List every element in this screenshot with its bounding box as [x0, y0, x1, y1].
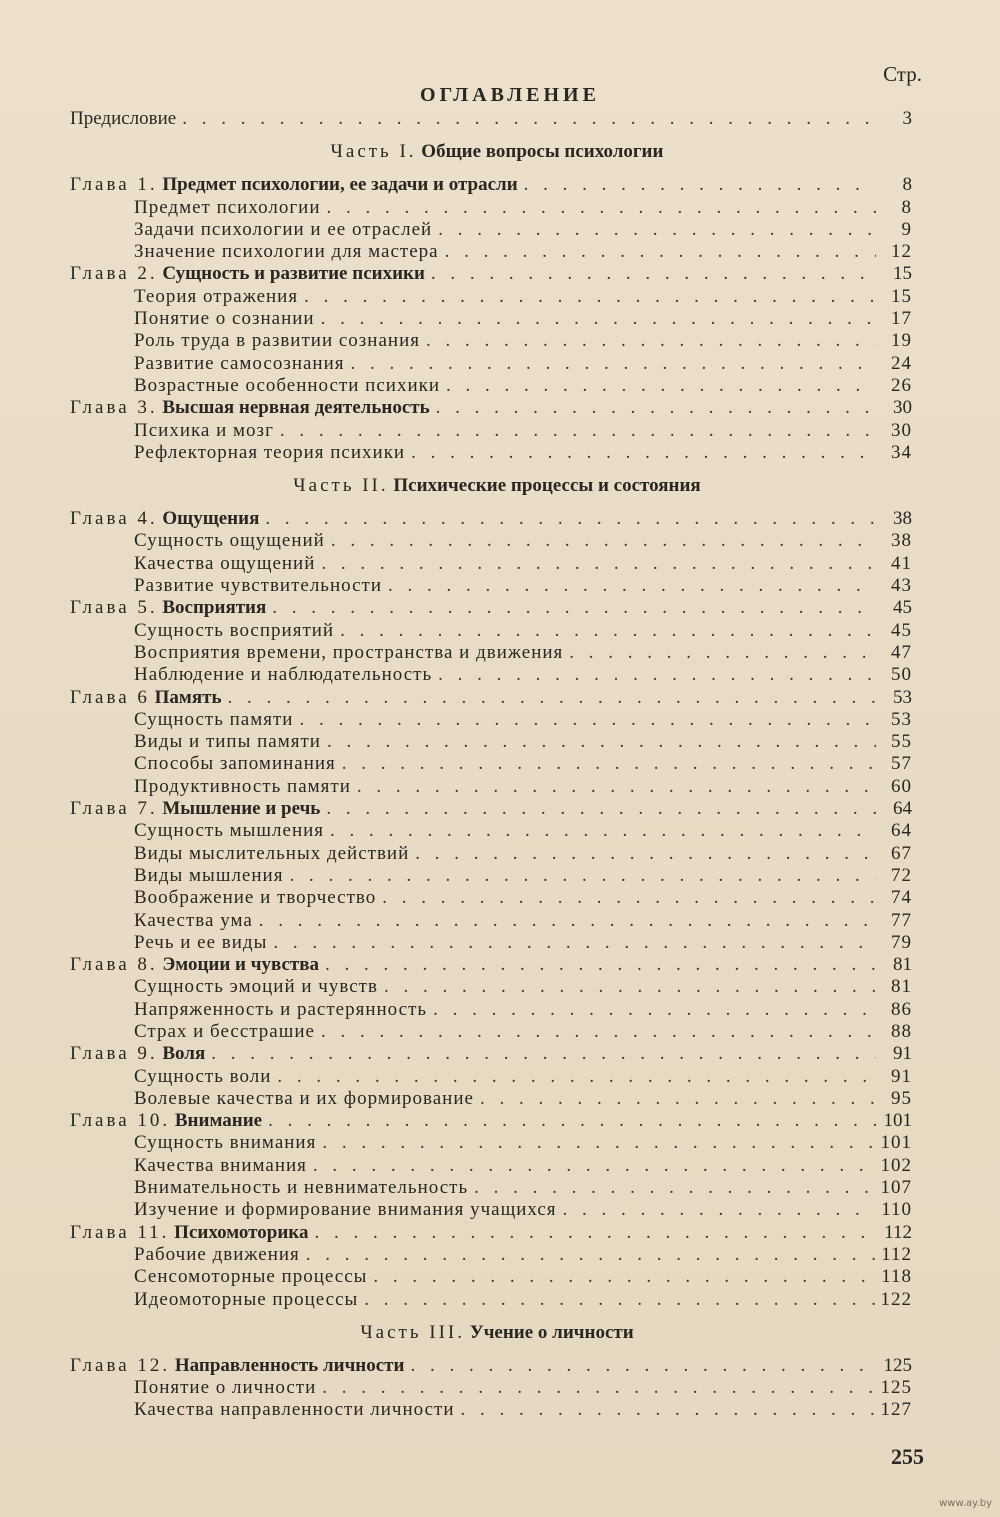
page-reference: 125 [880, 1377, 912, 1399]
page-reference: 112 [884, 1221, 912, 1243]
chapter-prefix: Глава 7. [70, 798, 158, 820]
dot-leader [228, 687, 876, 709]
section-label: Теория отражения [134, 285, 299, 307]
dot-leader [313, 1155, 875, 1177]
page-reference: 81 [891, 976, 912, 998]
chapter-title: Высшая нервная деятельность [162, 397, 430, 419]
chapter-title: Мышление и речь [162, 798, 321, 820]
section-label: Страх и бесстрашие [134, 1020, 315, 1042]
section-label: Качества ощущений [134, 552, 316, 574]
page-reference: 107 [880, 1177, 912, 1199]
toc-section-row [62, 1177, 912, 1199]
toc-section-row [62, 197, 912, 219]
chapter-prefix: Глава 5. [70, 597, 158, 619]
dot-leader [351, 353, 876, 375]
toc-chapter-row [62, 1110, 912, 1132]
chapter-title: Предмет психологии, ее задачи и отрасли [162, 174, 518, 196]
dot-leader [524, 174, 876, 196]
dot-leader [280, 420, 876, 442]
page-reference: 47 [891, 641, 912, 663]
dot-leader [265, 508, 876, 530]
toc-section-row [62, 1244, 912, 1266]
page-reference: 55 [891, 731, 912, 753]
page-reference: 8 [902, 174, 912, 196]
page-reference: 91 [893, 1043, 912, 1065]
part-title: Общие вопросы психологии [421, 141, 664, 163]
page-reference: 64 [891, 820, 912, 842]
page-reference: 74 [891, 887, 912, 909]
page-reference: 57 [891, 753, 912, 775]
chapter-label [70, 798, 320, 820]
toc-chapter-row [62, 1043, 912, 1065]
dot-leader [331, 530, 876, 552]
toc-section-row [62, 353, 912, 375]
table-of-contents [62, 108, 912, 1422]
dot-leader [480, 1088, 876, 1110]
toc-section-row [62, 865, 912, 887]
toc-section-row [62, 910, 912, 932]
toc-chapter-row [62, 1222, 912, 1244]
section-label: Сущность восприятий [134, 619, 335, 641]
part-title: Учение о личности [469, 1321, 634, 1343]
toc-section-row [62, 330, 912, 352]
watermark: www.ay.by [939, 1498, 992, 1509]
section-label: Виды мышления [134, 864, 284, 886]
page-reference: 110 [881, 1199, 912, 1221]
toc-section-row [62, 664, 912, 686]
page-number: 255 [891, 1444, 924, 1469]
dot-leader [304, 286, 876, 308]
dot-leader [259, 910, 876, 932]
toc-section-row [62, 753, 912, 775]
page-reference: 102 [880, 1154, 912, 1176]
toc-section-row [62, 375, 912, 397]
page-reference: 15 [891, 285, 912, 307]
page-reference: 101 [880, 1132, 912, 1154]
page-reference: 15 [893, 263, 912, 285]
section-label: Сущность ощущений [134, 530, 325, 552]
page-reference: 50 [891, 664, 912, 686]
toc-section-row [62, 530, 912, 552]
dot-leader [426, 330, 876, 352]
dot-leader [327, 731, 876, 753]
toc-section-row [62, 420, 912, 442]
section-label: Воображение и творчество [134, 887, 377, 909]
page-reference: 101 [883, 1110, 912, 1132]
section-label: Восприятия времени, пространства и движения [134, 641, 564, 663]
dot-leader [330, 820, 876, 842]
page-reference: 125 [883, 1354, 912, 1376]
chapter-prefix: Глава 11. [70, 1221, 170, 1243]
dot-leader [322, 1132, 874, 1154]
section-label: Виды мыслительных действий [134, 842, 410, 864]
chapter-label [70, 263, 425, 285]
chapter-prefix: Глава 9. [70, 1043, 158, 1065]
dot-leader [411, 442, 876, 464]
chapter-title: Ощущения [162, 508, 260, 530]
section-label: Напряженность и растерянность [134, 998, 428, 1020]
page-reference: 79 [891, 931, 912, 953]
section-label: Сущность внимания [134, 1132, 317, 1154]
section-label: Изучение и формирование внимания учащихся [134, 1199, 557, 1221]
chapter-label [70, 687, 222, 709]
dot-leader [325, 954, 876, 976]
toc-section-row [62, 553, 912, 575]
dot-leader [446, 375, 876, 397]
front-matter-label: Предисловие [70, 108, 177, 129]
toc-chapter-row [62, 798, 912, 820]
section-label: Качества направленности личности [134, 1399, 455, 1421]
dot-leader [182, 108, 876, 130]
dot-leader [384, 976, 876, 998]
chapter-prefix: Глава 12. [70, 1354, 171, 1376]
dot-leader [357, 776, 876, 798]
section-label: Сущность воли [134, 1065, 272, 1087]
page-reference: 38 [891, 530, 912, 552]
page-reference: 95 [891, 1087, 912, 1109]
toc-section-row [62, 820, 912, 842]
page-reference: 77 [891, 909, 912, 931]
dot-leader [436, 397, 876, 419]
section-label: Речь и ее виды [134, 931, 268, 953]
page-reference: 45 [891, 619, 912, 641]
dot-leader [326, 798, 876, 820]
dot-leader [388, 575, 876, 597]
toc-section-row [62, 575, 912, 597]
section-label: Рабочие движения [134, 1243, 300, 1265]
page-column-label: Стр. [883, 62, 922, 86]
dot-leader [431, 263, 876, 285]
toc-chapter-row [62, 1355, 912, 1377]
dot-leader [382, 887, 876, 909]
toc-section-row [62, 1132, 912, 1154]
chapter-label [70, 174, 518, 196]
page-reference: 30 [893, 397, 912, 419]
page-reference: 19 [891, 330, 912, 352]
toc-section-row [62, 1155, 912, 1177]
toc-section-row [62, 776, 912, 798]
page-reference: 3 [902, 108, 912, 129]
dot-leader [299, 709, 876, 731]
page-reference: 45 [893, 597, 912, 619]
toc-section-row [62, 286, 912, 308]
section-label: Виды и типы памяти [134, 731, 321, 753]
dot-leader [321, 1021, 876, 1043]
page-reference: 127 [880, 1399, 912, 1421]
part-prefix: Часть II. [293, 475, 389, 497]
page-reference: 64 [893, 798, 912, 820]
toc-chapter-row [62, 508, 912, 530]
section-label: Сущность эмоций и чувств [134, 976, 378, 998]
page-reference: 12 [891, 241, 912, 263]
dot-leader [289, 865, 876, 887]
toc-section-row [62, 731, 912, 753]
chapter-title: Внимание [174, 1110, 263, 1132]
page-reference: 118 [881, 1266, 912, 1288]
dot-leader [415, 843, 876, 865]
section-label: Развитие самосознания [134, 352, 345, 374]
section-label: Качества ума [134, 909, 253, 931]
toc-section-row [62, 241, 912, 263]
section-label: Понятие о сознании [134, 308, 315, 330]
section-label: Задачи психологии и ее отраслей [134, 218, 433, 240]
section-label: Возрастные особенности психики [134, 374, 441, 396]
chapter-title: Сущность и развитие психики [162, 263, 425, 285]
page-reference: 26 [891, 374, 912, 396]
toc-section-row [62, 1266, 912, 1288]
toc-section-row [62, 642, 912, 664]
section-label: Значение психологии для мастера [134, 241, 439, 263]
section-label: Продуктивность памяти [134, 775, 351, 797]
toc-chapter-row [62, 687, 912, 709]
page-reference: 53 [891, 708, 912, 730]
section-label: Способы запоминания [134, 753, 336, 775]
chapter-label [70, 1355, 404, 1377]
page-reference: 112 [881, 1243, 912, 1265]
section-label: Волевые качества и их формирование [134, 1087, 474, 1109]
dot-leader [569, 642, 876, 664]
section-label: Наблюдение и наблюдательность [134, 664, 433, 686]
chapter-title: Воля [162, 1043, 206, 1065]
chapter-label [70, 1222, 308, 1244]
section-label: Развитие чувствительности [134, 575, 383, 597]
page-reference: 43 [891, 575, 912, 597]
chapter-title: Психомоторика [174, 1221, 309, 1243]
toc-section-row [62, 219, 912, 241]
chapter-label [70, 508, 259, 530]
chapter-title: Восприятия [162, 597, 267, 619]
page-reference: 91 [891, 1065, 912, 1087]
chapter-label [70, 1043, 205, 1065]
section-label: Понятие о личности [134, 1377, 317, 1399]
chapter-prefix: Глава 3. [70, 397, 158, 419]
page-reference: 88 [891, 1020, 912, 1042]
toc-section-row [62, 1377, 912, 1399]
section-label: Психика и мозг [134, 419, 274, 441]
page-reference: 60 [891, 775, 912, 797]
page-reference: 53 [893, 686, 912, 708]
dot-leader [327, 197, 877, 219]
section-label: Сенсомоторные процессы [134, 1266, 368, 1288]
page-title: ОГЛАВЛЕНИЕ [420, 84, 600, 106]
dot-leader [438, 219, 876, 241]
dot-leader [306, 1244, 875, 1266]
dot-leader [211, 1043, 876, 1065]
toc-section-row [62, 308, 912, 330]
toc-part-heading [62, 1311, 912, 1355]
dot-leader [445, 241, 876, 263]
chapter-prefix: Глава 8. [70, 954, 158, 976]
part-title: Психические процессы и состояния [393, 475, 701, 497]
toc-section-row [62, 1066, 912, 1088]
toc-section-row [62, 620, 912, 642]
toc-section-row [62, 887, 912, 909]
dot-leader [277, 1066, 876, 1088]
part-prefix: Часть I. [330, 141, 417, 163]
toc-chapter-row [62, 174, 912, 196]
dot-leader [322, 1377, 874, 1399]
section-label: Идеомоторные процессы [134, 1288, 359, 1310]
part-prefix: Часть III. [360, 1321, 465, 1343]
dot-leader [273, 932, 876, 954]
page-reference: 17 [891, 308, 912, 330]
chapter-title: Эмоции и чувства [162, 954, 319, 976]
page-reference: 122 [880, 1288, 912, 1310]
toc-section-row [62, 976, 912, 998]
chapter-label [70, 397, 430, 419]
section-label: Рефлекторная теория психики [134, 441, 406, 463]
dot-leader [272, 597, 876, 619]
page-reference: 9 [901, 218, 912, 240]
dot-leader [373, 1266, 875, 1288]
page-reference: 67 [891, 842, 912, 864]
toc-part-heading [62, 130, 912, 174]
page-reference: 30 [891, 419, 912, 441]
toc-section-row [62, 1088, 912, 1110]
section-label: Предмет психологии [134, 196, 321, 218]
section-label: Внимательность и невнимательность [134, 1177, 469, 1199]
chapter-prefix: Глава 1. [70, 174, 158, 196]
chapter-prefix: Глава 2. [70, 263, 158, 285]
toc-section-row [62, 709, 912, 731]
dot-leader [438, 664, 876, 686]
section-label: Сущность мышления [134, 820, 325, 842]
dot-leader [461, 1399, 875, 1421]
dot-leader [321, 308, 876, 330]
chapter-title: Память [154, 686, 222, 708]
toc-chapter-row [62, 954, 912, 976]
dot-leader [340, 620, 876, 642]
dot-leader [342, 753, 876, 775]
section-label: Сущность памяти [134, 708, 294, 730]
toc-chapter-row [62, 397, 912, 419]
toc-chapter-row [62, 597, 912, 619]
section-label: Качества внимания [134, 1154, 307, 1176]
page-reference: 41 [891, 552, 912, 574]
toc-section-row [62, 1289, 912, 1311]
page-reference: 72 [891, 864, 912, 886]
toc-part-heading [62, 464, 912, 508]
dot-leader [410, 1355, 876, 1377]
dot-leader [364, 1289, 874, 1311]
dot-leader [314, 1222, 876, 1244]
dot-leader [321, 553, 876, 575]
dot-leader [474, 1177, 874, 1199]
page-reference: 8 [901, 196, 912, 218]
toc-front-row [62, 108, 912, 130]
toc-section-row [62, 999, 912, 1021]
toc-section-row [62, 932, 912, 954]
dot-leader [433, 999, 876, 1021]
chapter-title: Направленность личности [174, 1354, 405, 1376]
toc-section-row [62, 1399, 912, 1421]
dot-leader [563, 1199, 876, 1221]
dot-leader [268, 1110, 876, 1132]
toc-section-row [62, 442, 912, 464]
chapter-prefix: Глава 10. [70, 1110, 171, 1132]
chapter-label [70, 597, 266, 619]
chapter-label [70, 954, 319, 976]
toc-chapter-row [62, 263, 912, 285]
page-reference: 81 [893, 954, 912, 976]
page-reference: 86 [891, 998, 912, 1020]
toc-section-row [62, 1199, 912, 1221]
page-reference: 24 [891, 352, 912, 374]
page-reference: 34 [891, 441, 912, 463]
chapter-label [70, 1110, 262, 1132]
chapter-prefix: Глава 4. [70, 508, 158, 530]
section-label: Роль труда в развитии сознания [134, 330, 420, 352]
page-reference: 38 [893, 508, 912, 530]
toc-section-row [62, 1021, 912, 1043]
chapter-prefix: Глава 6 [70, 686, 150, 708]
toc-section-row [62, 843, 912, 865]
